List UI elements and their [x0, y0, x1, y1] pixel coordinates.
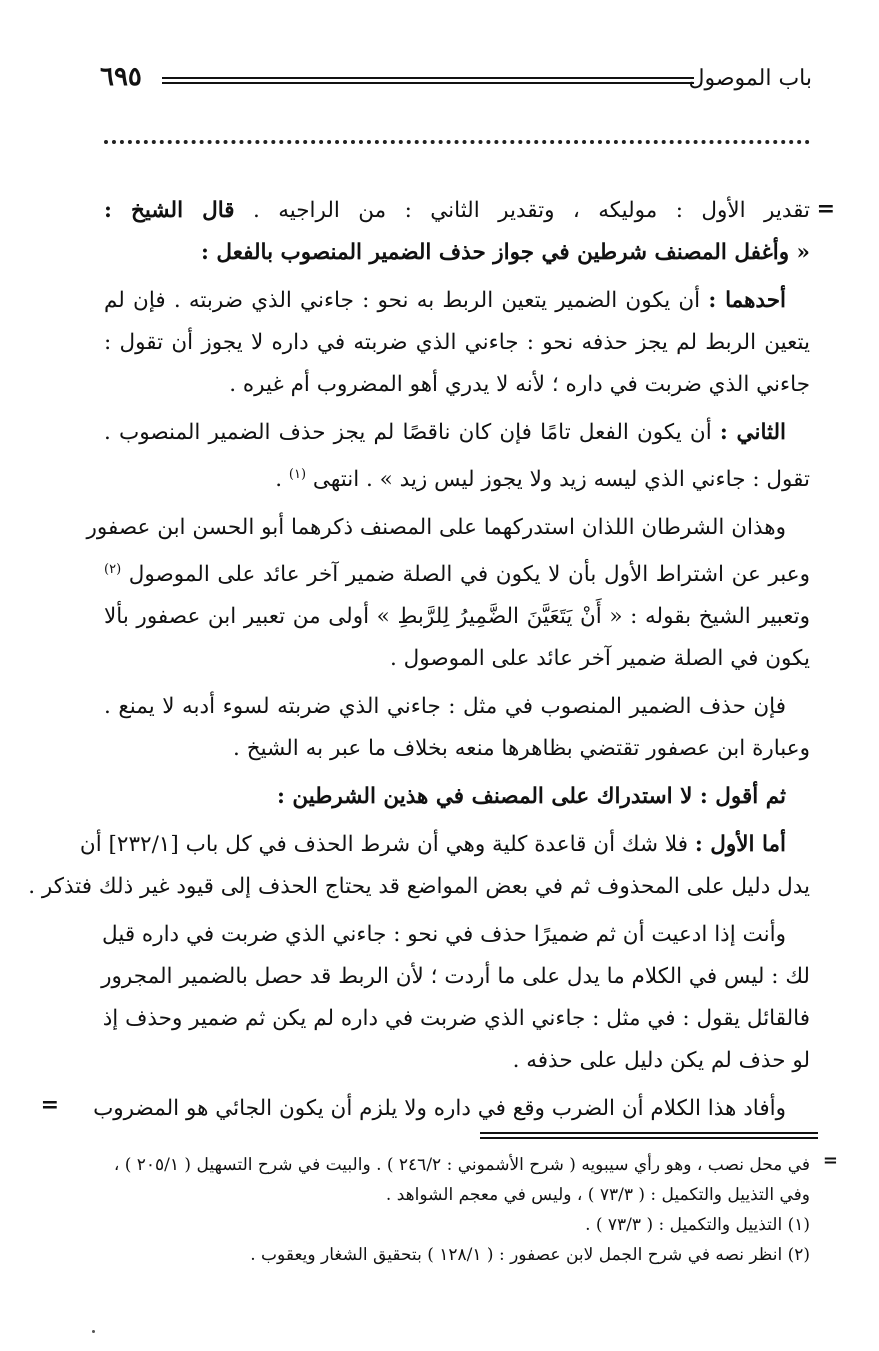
footnote-line: وفي التذييل والتكميل : ( ٧٣/٣ ) ، وليس في معجم الشواهد .	[385, 1185, 810, 1205]
text-line	[104, 549, 810, 596]
text-run: لو حذف لم يكن دليل على حذفه .	[512, 1048, 810, 1074]
text-line	[104, 364, 810, 406]
text-run: فالقائل يقول : في مثل : جاءني الذي ضربت في داره لم يكن ثم ضمير وحذف إذ	[102, 1006, 810, 1032]
text-run: وأفاد هذا الكلام أن الضرب وقع في داره ولا يلزم أن يكون الجائي هو المضروب	[93, 1096, 786, 1122]
paragraph	[104, 686, 810, 770]
text-line	[79, 824, 810, 866]
text-line	[104, 454, 810, 501]
text-run: أن يكون الفعل تامًا فإن كان ناقصًا لم يجز حذف الضمير المنصوب .	[104, 420, 720, 445]
text-run: وهذان الشرطان اللذان استدركهما على المصنف ذكرهما أبو الحسن ابن عصفور	[86, 515, 786, 541]
text-line	[104, 998, 810, 1040]
continuation-mark-bottom: =	[40, 1092, 59, 1118]
text-line	[104, 412, 810, 454]
text-run: « وأغفل المصنف شرطين في جواز حذف الضمير المنصوب بالفعل :	[201, 240, 810, 265]
page-speck	[92, 1330, 95, 1333]
text-run: قال الشيخ :	[104, 198, 235, 223]
paragraph	[93, 1088, 810, 1130]
text-line	[104, 1040, 810, 1082]
text-line	[104, 280, 810, 322]
text-run: وعبر عن اشتراط الأول بأن لا يكون في الصلة ضمير آخر عائد على الموصول	[121, 562, 810, 588]
footnote-continuation-mark: =	[822, 1150, 838, 1171]
dotted-divider	[104, 140, 810, 144]
text-run: فلا شك أن قاعدة كلية وهي أن شرط الحذف في كل باب [٢٣٢/١] أن	[79, 832, 695, 858]
main-text	[28, 190, 810, 1136]
text-run: .	[275, 467, 289, 493]
text-run: الثاني :	[719, 420, 787, 445]
text-run: أما الأول :	[694, 832, 786, 858]
text-run: تقول : جاءني الذي ليسه زيد ولا يجوز ليس زيد » . انتهى	[306, 467, 810, 493]
text-line	[104, 686, 810, 728]
text-line	[104, 914, 810, 956]
text-line	[104, 728, 810, 770]
paragraph	[104, 412, 810, 501]
text-run: فإن حذف الضمير المنصوب في مثل : جاءني الذي ضربته لسوء أدبه لا يمنع .	[104, 694, 786, 720]
text-run: وأنت إذا ادعيت أن ثم ضميرًا حذف في نحو : جاءني الذي ضربت في داره قيل	[102, 922, 786, 948]
paragraph	[104, 280, 810, 406]
text-run: وتعبير الشيخ بقوله : « أَنْ يَتَعَيَّنَ الضَّمِيرُ لِلرَّبطِ » أولى من تعبير ابن عصفور بألا	[104, 604, 810, 630]
footnote-line: في محل نصب ، وهو رأي سيبويه ( شرح الأشموني : ٢٤٦/٢ ) . والبيت في شرح التسهيل ( ٢٠٥/١ ) ،	[113, 1155, 810, 1175]
text-run: لك : ليس في الكلام ما يدل على ما أردت ؛ لأن الربط قد حصل بالضمير المجرور	[101, 964, 810, 990]
footnotes	[113, 1150, 838, 1270]
text-line	[104, 776, 810, 818]
paragraph	[104, 776, 810, 818]
text-run: يدل دليل على المحذوف ثم في بعض المواضع قد يحتاج الحذف إلى قيود غير ذلك فتذكر .	[28, 874, 810, 900]
page-number: ٦٩٥	[100, 62, 142, 92]
text-run: جاءني الذي ضربت في داره ؛ لأنه لا يدري أهو المضروب أم غيره .	[229, 372, 810, 397]
text-line	[104, 638, 810, 680]
text-line	[104, 232, 810, 274]
footnote-line: (١) التذييل والتكميل : ( ٧٣/٣ ) .	[585, 1215, 810, 1235]
text-run: تقدير الأول : موليكه ، وتقدير الثاني : من الراجيه .	[234, 198, 810, 223]
text-line	[104, 322, 810, 364]
text-run: أحدهما :	[708, 288, 786, 313]
paragraph	[28, 824, 810, 908]
text-line	[86, 507, 810, 549]
text-line	[101, 956, 810, 998]
text-line	[93, 1088, 810, 1130]
continuation-mark-top: =	[816, 196, 835, 222]
paragraph	[101, 914, 810, 1082]
text-line	[28, 866, 810, 908]
header-rule	[162, 77, 694, 84]
paragraph	[104, 190, 810, 274]
footnote-ref[interactable]: (١)	[288, 467, 307, 482]
footnote-line: (٢) انظر نصه في شرح الجمل لابن عصفور : ( ١٢٨/١ ) بتحقيق الشغار ويعقوب .	[250, 1245, 810, 1265]
footnote-ref[interactable]: (٢)	[104, 562, 122, 578]
running-title: باب الموصول	[688, 66, 812, 91]
text-run: يكون في الصلة ضمير آخر عائد على الموصول .	[390, 646, 810, 672]
page-header	[100, 60, 812, 100]
paragraph	[86, 507, 810, 680]
text-line	[104, 596, 810, 638]
text-run: أن يكون الضمير يتعين الربط به نحو : جاءني الذي ضربته . فإن لم	[104, 288, 709, 313]
text-run: ثم أقول : لا استدراك على المصنف في هذين الشرطين :	[276, 784, 786, 810]
text-run: يتعين الربط لم يجز حذفه نحو : جاءني الذي ضربته في داره لا يجوز أن تقول :	[104, 330, 810, 355]
text-line	[104, 190, 810, 232]
text-run: وعبارة ابن عصفور تقتضي بظاهرها منعه بخلاف ما عبر به الشيخ .	[233, 736, 810, 762]
footnote-rule	[480, 1132, 818, 1139]
